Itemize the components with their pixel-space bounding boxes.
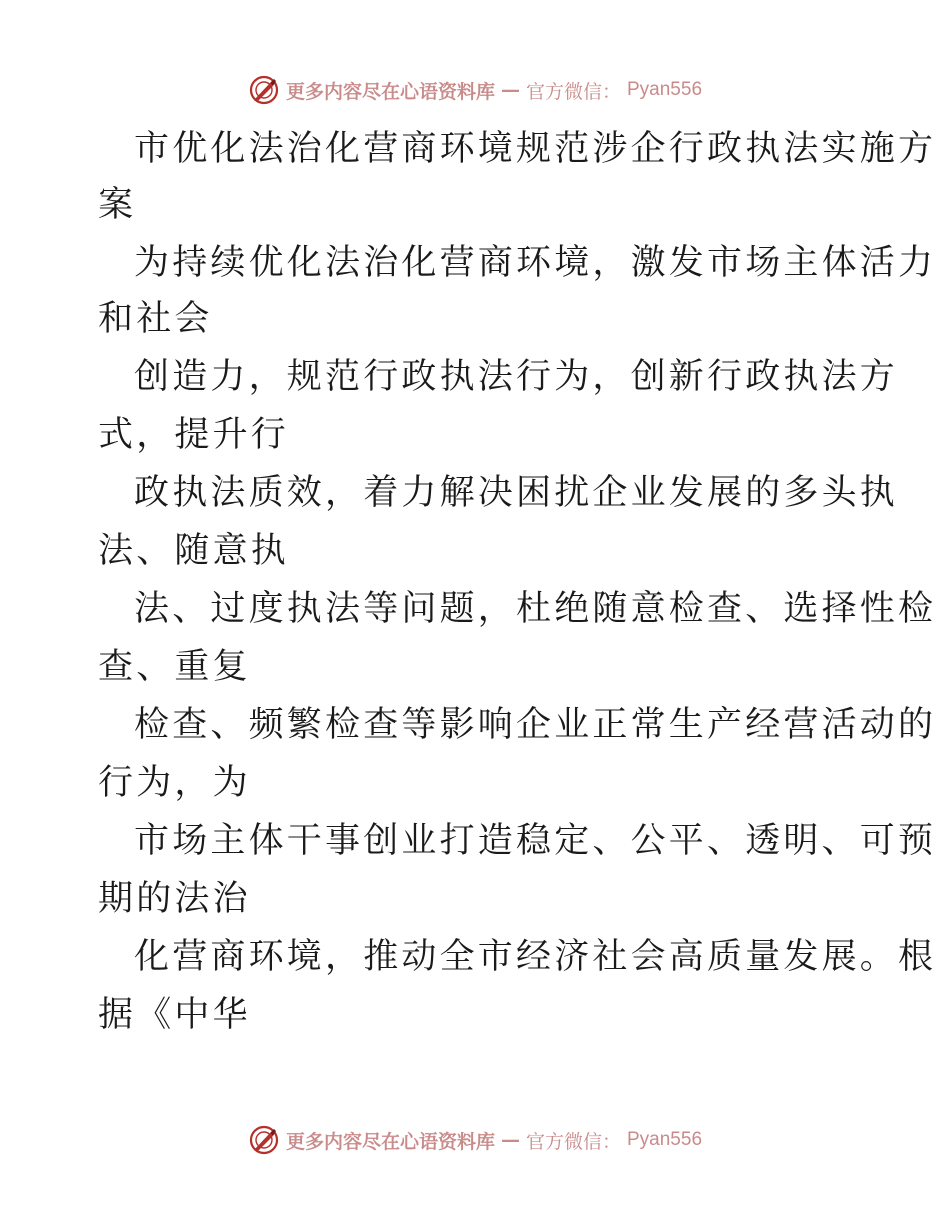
footer-banner: [0, 1120, 950, 1160]
header-banner: [0, 70, 950, 110]
document-line: 创造力，规范行政执法行为，创新行政执法方: [134, 357, 899, 397]
document-line: 政执法质效，着力解决困扰企业发展的多头执: [134, 473, 899, 513]
banner-dash: —: [500, 79, 520, 101]
banner-dash: —: [500, 1129, 520, 1151]
document-line: 期的法治: [98, 879, 251, 919]
pen-logo-icon: [248, 1124, 280, 1156]
document-line: 查、重复: [98, 647, 251, 687]
document-line: 法、过度执法等问题，杜绝随意检查、选择性检: [134, 589, 937, 629]
document-line: 和社会: [98, 299, 213, 339]
document-line: 式，提升行: [98, 415, 290, 455]
banner-wechat-label: 官方微信：: [525, 80, 621, 103]
banner-main-text: 更多内容尽在心语资料库: [285, 1130, 495, 1153]
document-line: 检查、频繁检查等影响企业正常生产经营活动的: [134, 705, 937, 745]
document-line: 案: [98, 185, 137, 225]
document-line: 化营商环境，推动全市经济社会高质量发展。根: [134, 937, 937, 977]
document-line: 法、随意执: [98, 531, 290, 571]
document-line: 为持续优化法治化营商环境，激发市场主体活力: [134, 243, 937, 283]
document-line: 市优化法治化营商环境规范涉企行政执法实施方: [134, 129, 937, 169]
document-line: 据《中华: [98, 995, 251, 1035]
banner-wechat-label: 官方微信：: [525, 1130, 621, 1153]
document-line: 行为，为: [98, 763, 251, 803]
document-line: 市场主体干事创业打造稳定、公平、透明、可预: [134, 821, 937, 861]
banner-main-text: 更多内容尽在心语资料库: [285, 80, 495, 103]
banner-wechat-id: Pyan556: [627, 79, 703, 100]
pen-logo-icon: [248, 74, 280, 106]
banner-wechat-id: Pyan556: [627, 1129, 703, 1150]
